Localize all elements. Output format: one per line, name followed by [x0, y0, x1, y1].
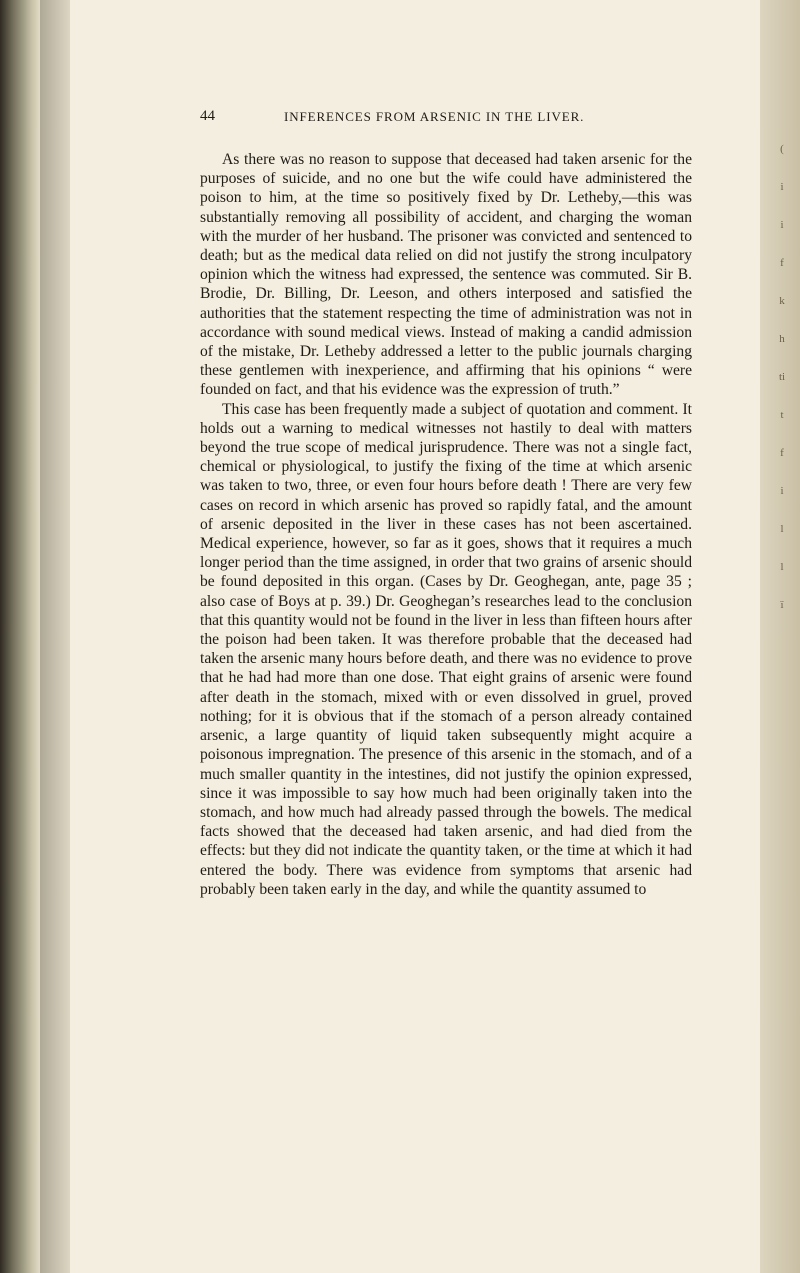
running-head: INFERENCES FROM ARSENIC IN THE LIVER. [284, 109, 585, 124]
paragraph-1: As there was no reason to suppose that deceased had taken arsenic for the purposes of suicide, and no one but the wife could have administered the poison to him, at the time so positively fixed by Dr. Letheby,—this was substantially removing all possibility of accident, and charging the woman with the murder of her husband. The prisoner was convicted and sentenced to death; but as the medical data relied on did not justify the strong inculpatory opinion which the witness had expressed, the sentence was commuted. Sir B. Brodie, Dr. Billing, Dr. Leeson, and others interposed and satisfied the authorities that the statement respecting the time of administration was not in accordance with sound medical views. Instead of making a candid admission of the mistake, Dr. Letheby addressed a letter to the public journals charging these gentlemen with inexperience, and affirming that his opinions “ were founded on fact, and that his evidence was the expression of truth.” [200, 151, 692, 399]
facing-page-glyphs: ( i i f k h ti t f i l l ï [778, 143, 786, 611]
body-text [200, 150, 692, 899]
page-number: 44 [200, 108, 215, 124]
page-header [200, 108, 760, 128]
facing-page-edge [760, 0, 800, 1273]
book-spine-gutter [0, 0, 40, 1273]
paragraph-2: This case has been frequently made a subject of quotation and comment. It holds out a warning to medical witnesses not hastily to deal with matters beyond the true scope of medical jurisprudence. There was not a single fact, chemical or physiological, to justify the fixing of the time at which arsenic was taken to two, three, or even four hours before death ! There are very few cases on record in which arsenic has proved so rapidly fatal, and the amount of arsenic deposited in the liver in these cases has not been ascertained. Medical experience, however, so far as it goes, shows that it requires a much longer period than the time assigned, in order that two grains of arsenic should be found deposited in this organ. (Cases by Dr. Geoghegan, ante, page 35 ; also case of Boys at p. 39.) Dr. Geoghegan’s researches lead to the conclusion that this quantity would not be found in the liver in less than fifteen hours after the poison had been taken. It was therefore probable that the deceased had taken the arsenic many hours before death, and there was no evidence to prove that he had had more than one dose. That eight grains of arsenic were found after death in the stomach, mixed with or even dissolved in gruel, proved nothing; for it is obvious that if the stomach of a person already contained arsenic, a large quantity of liquid taken subsequently might acquire a poisonous impregnation. The presence of this arsenic in the stomach, and of a much smaller quantity in the intestines, did not justify the opinion expressed, since it was impossible to say how much had been originally taken into the stomach, and how much had already passed through the bowels. The medical facts showed that the deceased had taken arsenic, and had died from the effects: but they did not indicate the quantity taken, or the time at which it had entered the body. There was evidence from symptoms that arsenic had probably been taken early in the day, and while the quantity assumed to [200, 400, 692, 898]
